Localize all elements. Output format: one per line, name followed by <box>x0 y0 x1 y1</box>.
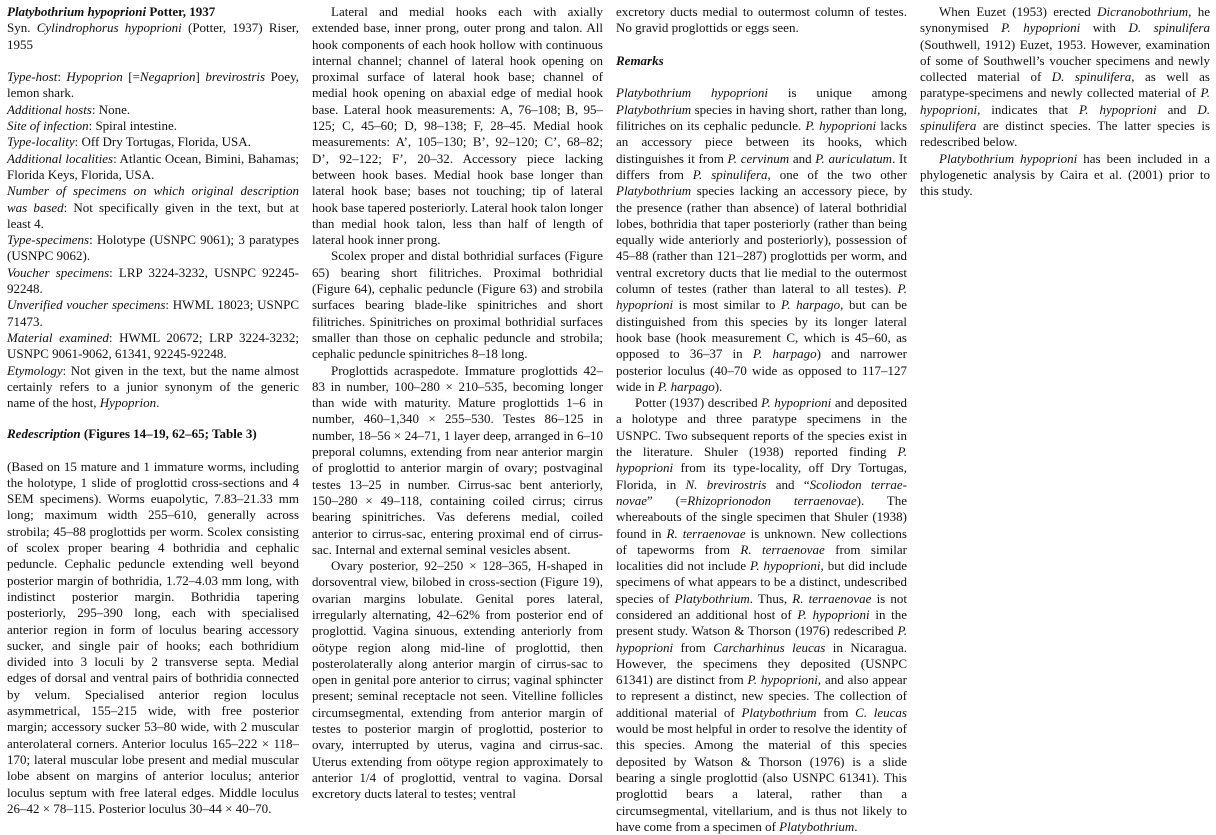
text-run: . <box>854 818 858 834</box>
italic-text: P. hypoprioni <box>1079 101 1157 117</box>
text-run: : Not given in the text, but the name almost certainly refers to a junior synonym of the generic name of the host, <box>7 362 299 411</box>
text-run: in Nicaragua. However, the specimens they deposited (USNPC 61341) are distinct from <box>616 639 907 688</box>
italic-text: R. terraenovae <box>666 525 746 541</box>
italic-text: Platybothrium <box>616 183 692 199</box>
italic-text: brevirostris <box>205 69 266 85</box>
italic-text: R. terraenovae <box>792 590 872 606</box>
text-run: (Based on 15 mature and 1 immature worms, including the holotype, 1 slide of proglottid cross-sections and 4 SEM specimens). Worms euapolytic, 7.83–21.33 mm long; maximum width 255–610, generally across strobila; 45–88 proglottids per worm. Scolex consisting of scolex proper bearing 4 bothridia and cephalic peduncle. Cephalic peduncle extending well beyond posterior margin of bothridia, 1.72–4.03 mm long, with indistinct posterior margin. Bothridia tapering posteriorly, 295–390 long, each with specialised anterior region in form of loculus bearing accessory sucker, and single pair of hooks; each bothridium divided into 3 loculi by 2 transverse septa. Medial edges of dorsal and ventral pairs of bothridia connected by velum. Specialised anterior region loculus asymmetrical, 155–215 wide, with free posterior margin; accessory sucker 53–80 wide, with 2 muscular anterolateral corners. Anterior loculus 165–222 × 118–170; lateral muscular lobe present and medial muscular lobe absent on margins of anterior loculus; anterior loculus septum with free lateral edges. Middle loculus 26–42 × 78–115. Posterior loculus 30–44 × 40–70. <box>7 458 299 816</box>
italic-text: R. terraenovae <box>740 541 825 557</box>
text-run: . <box>156 395 160 411</box>
text-run: with <box>1080 20 1129 36</box>
column-2-text <box>312 4 603 803</box>
text-run: from <box>816 704 856 720</box>
italic-text: Platybothrium hypoprioni <box>939 150 1078 166</box>
italic-text: Hypoprion <box>66 69 123 85</box>
italic-text: Remarks <box>616 52 664 68</box>
text-run: ) and narrower posterior loculus (40–70 wide as opposed to 117–127 wide in <box>616 346 908 394</box>
text-run: is unknown. New collections of tapeworms from <box>616 525 907 557</box>
text-run: would be most helpful in order to resolve the identity of this species. Among the material of this species deposited by Watson & Thorson (1976) is a slide bearing a single proglottid (also USNPC 61341). This proglottid bears a lateral, rather than a circumsegmental, vitellarium, and is thus not likely to have come from a specimen of <box>616 721 907 834</box>
italic-text: Dicranobothrium <box>1097 4 1189 19</box>
text-entry <box>7 459 299 818</box>
text-run: . Thus, <box>749 590 793 606</box>
text-run: (Figures 14–19, 62–65; Table 3) <box>80 426 257 441</box>
text-run: species in having short, rather than long, filitriches on its cephalic peduncle. <box>616 101 907 134</box>
italic-text: Unverified voucher specimens <box>7 297 166 313</box>
text-run: and <box>789 150 816 166</box>
text-run: are distinct species. The latter species is redescribed below. <box>920 118 1210 150</box>
section-heading <box>7 426 299 442</box>
text-run: is not considered an additional host of <box>616 590 907 622</box>
italic-text: Platybothrium hypoprioni <box>616 85 769 101</box>
text-run: from its type-locality, off Dry Tortugas, Florida, in <box>616 460 907 492</box>
bold-text: Potter, 1937 <box>146 4 216 19</box>
redescription-section <box>7 426 299 817</box>
italic-text: Cylindrophorus hypoprioni <box>36 20 182 36</box>
text-run: Proglottids acraspedote. Immature proglottids 42–83 in number, 100–280 × 210–535, becoming longer than wide with maturity. Mature proglottids 1–6 in number, 460–1,340 × 255–530. Testes 86–125 in number, 18–56 × 24–71, 1 layer deep, arranged in 6–10 preporal columns, extending from near anterior margin of proglottid to anterior margin of ovary; postvaginal testes 13–25 in number. Cirrus-sac bent anteriorly, 150–280 × 49–118, containing coiled cirrus; cirrus bearing spinitriches. Vas deferens medial, coiled anterior to cirrus-sac, entering proximal end of cirrus-sac. Internal and external seminal vesicles absent. <box>312 362 603 557</box>
text-run: (Potter, 1937) Riser, 1955 <box>7 20 299 52</box>
italic-text: Material examined <box>7 329 109 345</box>
text-run: excretory ducts medial to outermost column of testes. No gravid proglottids or eggs seen. <box>616 4 907 36</box>
italic-text: Voucher specimens <box>7 264 110 280</box>
text-run: Syn. <box>7 20 37 36</box>
text-entry <box>7 363 299 412</box>
text-entry <box>7 265 299 298</box>
text-run: , indicates that <box>977 101 1080 117</box>
species-title <box>7 4 299 20</box>
blank-line <box>7 53 299 69</box>
italic-text: P. auriculatum <box>815 150 893 166</box>
italic-text: P. hypoprioni <box>797 606 870 622</box>
blank-line <box>616 69 907 85</box>
paragraph <box>920 4 1210 151</box>
italic-text: Additional hosts <box>7 101 92 117</box>
italic-text: P. spinulifera <box>692 166 768 182</box>
italic-text: Platybothrium <box>779 818 855 834</box>
blank-line <box>616 37 907 53</box>
text-entry <box>7 330 299 363</box>
italic-text: P. hypoprioni <box>616 623 907 655</box>
text-run: , and also appear to represent a distinct, new species. The collection of additional material of <box>616 672 907 720</box>
paragraph <box>312 4 603 248</box>
text-entry <box>7 69 299 102</box>
text-run: : Not specifically given in the text, but at least 4. <box>7 199 300 231</box>
text-run: from similar localities did not include <box>616 541 907 574</box>
text-run: and <box>1156 101 1198 117</box>
italic-text: P. harpago <box>752 346 817 362</box>
italic-text: P. hypoprioni <box>761 395 832 411</box>
italic-text: Site of infection <box>7 118 89 134</box>
italic-text: Type-host <box>7 69 58 85</box>
text-run: lacks an accessory piece between its hooks, which distinguishes it from <box>616 118 907 166</box>
italic-text: P. hypoprioni <box>920 85 1210 117</box>
italic-text: Type-specimens <box>7 232 90 248</box>
text-run: : Holotype (USNPC 9061); 3 paratypes (USNPC 9062). <box>7 232 299 264</box>
italic-text: Hypoprion <box>99 395 157 411</box>
italic-text: Scoliodon terrae-novae <box>616 476 907 508</box>
section-heading <box>616 53 907 69</box>
text-entry <box>7 134 299 150</box>
paragraph <box>920 151 1210 200</box>
text-run: ] <box>195 69 206 85</box>
text-entry <box>7 102 299 118</box>
text-run: : HWML 20672; LRP 3224-3232; USNPC 9061-9062, 61341, 92245-92248. <box>7 329 299 362</box>
paragraph <box>312 363 603 559</box>
italic-text: D. spinulifera <box>1051 69 1132 85</box>
text-run: (Southwell, 1912) Euzet, 1953. However, examination of some of Southwell’s voucher specimens and newly collected material of <box>920 36 1210 85</box>
paragraph <box>312 248 603 362</box>
text-run: [= <box>122 69 140 85</box>
text-run: Poey, lemon shark. <box>7 69 299 101</box>
text-run: Ovary posterior, 92–250 × 128–365, H-shaped in dorsoventral view, bilobed in cross-section (Figure 19), ovarian margins lobulate. Genital pores lateral, irregularly alternating, 42–62% from posterior end of proglottid. Vagina sinuous, extending anteriorly from oötype region along mid-line of proglottid, then posterolaterally along anterior margin of cirrus-sac to open in genital pore anterior to cirrus; vaginal sphincter present; seminal receptacle not seen. Vitelline follicles circumsegmental, extending from anterior margin of testes to posterior margin of proglottid, posterior to ovary, interrupted by uterus, vagina and cirrus-sac. Uterus extending from oötype region approximately to anterior 1/4 of proglottid, ventral to vagina. Dorsal excretory ducts lateral to testes; ventral <box>312 558 603 802</box>
text-entry <box>7 20 299 53</box>
remarks-section <box>616 4 907 835</box>
text-run: : Off Dry Tortugas, Florida, USA. <box>74 134 251 150</box>
italic-text: Negaprion <box>139 69 196 85</box>
italic-text: D. spinulifera <box>920 101 1210 134</box>
text-run: Lateral and medial hooks each with axially extended base, inner prong, outer prong and talon. All hook components of each hook hollow with continuous internal channel; channel of lateral hook opening on proximal surface of lateral hook base; channel of medial hook opening on abaxial edge of medial hook base. Lateral hook measurements: A, 76–108; B, 95–125; C, 45–60; D, 98–138; F, 28–45. Medial hook measurements: A’, 105–130; B’, 92–120; C’, 68–82; D’, 92–122; F’, 20–32. Accessory piece lacking between hook bases. Medial hook base longer than lateral hook base; bases not touching; tip of lateral hook base tapered posteriorly. Lateral hook talon longer than medial hook talon, less than half of length of lateral hook inner prong. <box>312 4 603 248</box>
text-run: is unique among <box>768 85 907 101</box>
text-entry <box>7 118 299 134</box>
italic-text: Platybothrium <box>616 101 692 117</box>
text-entry <box>7 297 299 330</box>
text-entry <box>7 183 299 232</box>
text-entry <box>7 232 299 265</box>
italic-text: N. brevirostris <box>685 476 767 492</box>
italic-text: Etymology <box>7 362 63 378</box>
text-run: : LRP 3224-3232, USNPC 92245-92248. <box>7 264 299 297</box>
text-run: : HWML 18023; USNPC 71473. <box>7 297 300 329</box>
text-run: , but can be distinguished from this species by its longer lateral hook base (hook measurement C, which is 45–60, as opposed to 36–37 in <box>616 297 908 362</box>
text-run: Scolex proper and distal bothridial surfaces (Figure 65) bearing short filitriches. Proximal bothridial (Figure 64), cephalic peduncle (Figure 63) and strobila surfaces bearing blade-like spinitriches and short filitriches. Spinitriches on proximal bothridial surfaces smaller than those on cephalic peduncle and strobila; cephalic peduncle spinitriches 8–18 long. <box>312 248 603 362</box>
paragraph <box>616 395 907 835</box>
paragraph <box>616 4 907 37</box>
italic-text: Additional localities <box>7 150 114 166</box>
italic-text: P. hypoprioni <box>616 281 907 313</box>
text-run: , one of the two other <box>767 166 908 182</box>
text-run: , but did include specimens of what appears to be a distinct, undescribed species of <box>616 558 907 606</box>
blank-line <box>7 442 299 458</box>
italic-text: D. spinulifera <box>1128 20 1210 36</box>
column-4-text <box>920 4 1210 200</box>
text-run: has been included in a phylogenetic analysis by Caira et al. (2001) prior to this study. <box>920 150 1210 199</box>
italic-text: Platybothrium <box>674 590 750 606</box>
text-run: Potter (1937) described <box>635 395 762 411</box>
italic-text: P. hypoprioni <box>1001 20 1081 36</box>
text-run: is most similar to <box>673 297 782 313</box>
italic-text: Number of specimens on which original description was based <box>7 183 299 215</box>
italic-text: P. hypoprioni <box>750 558 821 574</box>
italic-text: P. harpago <box>657 378 715 394</box>
text-run: : None. <box>91 101 131 117</box>
text-run: , as well as paratype-specimens and newly collected material of <box>920 69 1210 101</box>
italic-text: P. hypoprioni <box>805 118 877 134</box>
text-run: : <box>57 69 67 85</box>
text-run: species lacking an accessory piece, by the presence (rather than absence) of lateral bothridial lobes, bothridia that taper posteriorly (rather than being equally wide anteriorly and posteriorly), possession of 45–88 (rather than 121–287) proglottids per worm, and ventral excretory ducts that lie medial to the outermost column of testes (rather than lateral to all testes). <box>616 183 907 297</box>
text-run: ). The whereabouts of the single specimen that Shuler (1938) found in <box>616 492 907 541</box>
text-run: in the present study. Watson & Thorson (1976) redescribed <box>616 606 908 639</box>
text-entry <box>616 85 907 395</box>
species-header-and-taxonomic-data <box>7 4 299 411</box>
text-run: ). <box>714 378 723 394</box>
italic-text: Redescription <box>7 426 81 441</box>
text-run: and “ <box>766 476 810 492</box>
italic-text: P. cervinum <box>727 150 790 166</box>
italic-text: P. hypoprioni <box>616 444 907 476</box>
text-run: : Atlantic Ocean, Bimini, Bahamas; Florida Keys, Florida, USA. <box>7 150 300 182</box>
italic-text: P. hypoprioni <box>747 672 818 688</box>
paragraph <box>312 558 603 802</box>
text-run: and deposited a holotype and three paratype specimens in the USNPC. Two subsequent reports of the species exist in the literature. Shuler (1938) reported finding <box>616 395 907 460</box>
italic-text: Type-locality <box>7 134 75 150</box>
text-run: . It differs from <box>616 150 907 182</box>
italic-text: P. harpago <box>781 297 841 313</box>
text-entry <box>7 151 299 184</box>
italic-text: C. leucas <box>855 704 907 720</box>
text-run: , he synonymised <box>920 4 1210 36</box>
italic-text: Carcharhinus leucas <box>713 639 826 655</box>
text-run: ” (= <box>647 492 688 508</box>
bold-text: Platybothrium hypoprioni <box>7 4 147 19</box>
text-run: from <box>673 639 714 655</box>
italic-text: Platybothrium <box>741 704 817 720</box>
text-run: When Euzet (1953) erected <box>939 4 1098 19</box>
italic-text: Rhizoprionodon terraenovae <box>687 492 857 508</box>
text-run: : Spiral intestine. <box>88 118 178 134</box>
